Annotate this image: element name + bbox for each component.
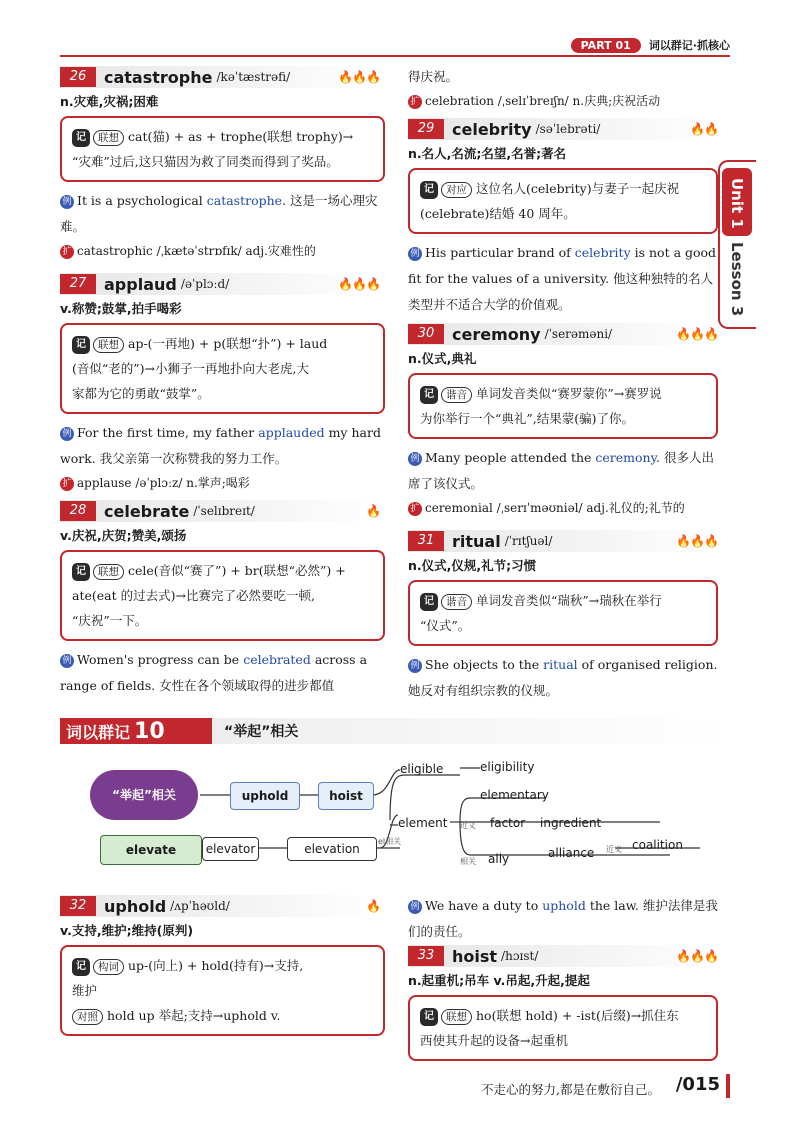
phonetic: /ˈserəməni/ <box>544 327 613 341</box>
mnemonic-tag: 联想 <box>441 1009 472 1025</box>
entry-number: 32 <box>60 896 96 916</box>
example-keyword: celebrity <box>574 245 631 260</box>
example-keyword: applauded <box>258 425 325 440</box>
example-keyword: catastrophe <box>206 193 283 208</box>
mnemonic-text: cele(音似“赛了”) + br(联想“必然”) + <box>128 563 346 578</box>
mnemonic-line <box>72 558 373 583</box>
mnemonic-line <box>420 588 706 613</box>
mindmap-element: element <box>398 816 448 830</box>
page-header <box>571 36 730 54</box>
example-icon: 例 <box>408 900 422 914</box>
entry-hoist <box>408 945 718 1061</box>
mindmap-ingredient: ingredient <box>540 816 602 830</box>
frequency-flame-icon: 🔥 <box>366 504 380 518</box>
derivative <box>408 90 718 112</box>
example-icon: 例 <box>408 247 422 261</box>
derivative-icon: 扩 <box>60 477 74 491</box>
example-sentence <box>60 647 385 699</box>
derivative-icon: 扩 <box>408 502 422 516</box>
mindmap-elevation: elevation <box>287 837 377 861</box>
frequency-flame-icon: 🔥🔥🔥 <box>338 70 380 84</box>
example-text: We have a duty to <box>425 898 543 913</box>
mnemonic-box <box>408 168 718 234</box>
mnemonic-tag: 联想 <box>93 130 124 146</box>
example-keyword: ceremony <box>595 450 657 465</box>
mnemonic-text: hold up 举起;支持→uphold v. <box>107 1008 281 1023</box>
mindmap-close-label: el相关 <box>378 837 402 846</box>
frequency-flame-icon: 🔥🔥🔥 <box>676 949 718 963</box>
word-heading <box>408 530 718 552</box>
entry-catastrophe <box>60 66 385 262</box>
mnemonic-line: 维护 <box>72 983 98 998</box>
example-translation: of organised religion. 她反对有组织宗教的仪规。 <box>408 657 718 698</box>
example-sentence <box>408 445 718 497</box>
mindmap-elevator: elevator <box>202 837 259 861</box>
example-text: Women's progress can be <box>77 652 244 667</box>
headword: celebrity <box>452 119 532 139</box>
entry-number: 27 <box>60 274 96 294</box>
memory-icon: 记 <box>420 593 438 611</box>
mnemonic-line: (celebrate)结婚 40 周年。 <box>420 206 576 221</box>
mnemonic-tag: 谐音 <box>441 387 472 403</box>
unit-tab <box>718 160 756 329</box>
mindmap-elevate: elevate <box>100 835 202 865</box>
frequency-flame-icon: 🔥🔥🔥 <box>676 534 718 548</box>
example-translation: my hard work. 我父亲第一次称赞我的努力工作。 <box>60 425 381 466</box>
example-sentence <box>60 420 385 472</box>
memory-icon: 记 <box>72 336 90 354</box>
mnemonic-text: ho(联想 hold) + -ist(后缀)→抓住东 <box>476 1008 679 1023</box>
mnemonic-text: 单词发音类似“赛罗蒙你”→赛罗说 <box>476 386 662 401</box>
example-translation: . 这是一场心理灾难。 <box>60 193 378 234</box>
mnemonic-text: cat(猫) + as + trophe(联想 trophy)→ <box>128 129 354 144</box>
entry-ritual <box>408 530 718 704</box>
word-mindmap <box>60 750 720 880</box>
entry-number: 29 <box>408 119 444 139</box>
phonetic: /ʌpˈhəʊld/ <box>170 899 230 913</box>
entry-number: 33 <box>408 946 444 966</box>
headword: catastrophe <box>104 67 213 87</box>
mnemonic-line <box>72 331 373 356</box>
example-continuation: 得庆祝。 <box>408 69 459 84</box>
mnemonic-text: up-(向上) + hold(持有)→支持, <box>128 958 304 973</box>
unit-label: Unit 1 <box>728 178 746 229</box>
derivative <box>60 472 385 494</box>
entry-number: 26 <box>60 67 96 87</box>
part-of-speech: n.仪式,典礼 <box>408 351 477 366</box>
mnemonic-box <box>60 116 385 182</box>
unit-badge <box>722 168 752 236</box>
phonetic: /səˈlebrəti/ <box>535 122 601 136</box>
lesson-label: Lesson 3 <box>728 242 746 317</box>
part-of-speech: n.灾难,灾祸;困难 <box>60 94 159 109</box>
section-number: 10 <box>134 718 165 744</box>
entry-number: 30 <box>408 324 444 344</box>
example-translation: across a range of fields. 女性在各个领域取得的进步都值 <box>60 652 368 693</box>
mnemonic-line: ate(eat 的过去式)→比赛完了必然要吃一顿, <box>72 588 315 603</box>
mindmap-hoist: hoist <box>318 782 374 810</box>
entry-number: 28 <box>60 501 96 521</box>
section-banner <box>60 718 216 744</box>
mnemonic-box <box>408 580 718 646</box>
derivative-icon: 扩 <box>408 95 422 109</box>
frequency-flame-icon: 🔥🔥 <box>690 122 718 136</box>
example-text: It is a psychological <box>77 193 207 208</box>
example-sentence <box>408 652 718 704</box>
headword: applaud <box>104 274 177 294</box>
header-title: 词以群记·抓核心 <box>648 39 730 52</box>
part-of-speech: v.支持,维护;维持(原判) <box>60 923 194 938</box>
example-sentence <box>408 240 718 318</box>
mnemonic-line <box>420 381 706 406</box>
section-label: 词以群记 <box>66 722 131 742</box>
frequency-flame-icon: 🔥 <box>366 899 380 913</box>
mindmap-elementary: elementary <box>480 788 549 802</box>
mindmap-syn-label-2: 近义 <box>606 845 622 854</box>
derivative-text: catastrophic /ˌkætəˈstrɒfɪk/ adj.灾难性的 <box>77 244 316 258</box>
mindmap-alliance: alliance <box>548 846 595 860</box>
word-heading <box>408 323 718 345</box>
example-keyword: ritual <box>543 657 578 672</box>
mnemonic-box <box>60 323 385 414</box>
mnemonic-tag: 谐音 <box>441 594 472 610</box>
part-of-speech: n.起重机;吊车 v.吊起,升起,提起 <box>408 973 590 988</box>
mnemonic-text: 单词发音类似“瑞秋”→瑞秋在举行 <box>476 593 662 608</box>
mindmap-center: “举起”相关 <box>90 770 198 820</box>
page-number-bar <box>726 1074 730 1098</box>
entry-celebrate <box>60 500 385 699</box>
section-title: “举起”相关 <box>212 718 729 744</box>
derivative-text: celebration /ˌselɪˈbreɪʃn/ n.庆典;庆祝活动 <box>425 94 661 108</box>
entry-celebrity <box>408 118 718 318</box>
example-sentence <box>408 893 718 945</box>
derivative <box>408 497 718 519</box>
example-text: For the first time, my father <box>77 425 259 440</box>
part-of-speech: n.名人,名流;名望,名誉;著名 <box>408 146 567 161</box>
phonetic: /ˈrɪtʃuəl/ <box>504 534 553 548</box>
headword: ceremony <box>452 324 541 344</box>
memory-icon: 记 <box>72 958 90 976</box>
mnemonic-tag: 联想 <box>93 564 124 580</box>
mnemonic-line: (音似“老的”)→小狮子一再地扑向大老虎,大 <box>72 361 309 376</box>
example-icon: 例 <box>60 195 74 209</box>
entry-ceremony <box>408 323 718 519</box>
entry-uphold <box>60 895 385 1036</box>
mnemonic-line: 西使其升起的设备→起重机 <box>420 1033 568 1048</box>
mindmap-coalition: coalition <box>632 838 683 852</box>
word-heading <box>60 273 380 295</box>
phonetic: /ˈselɪbreɪt/ <box>193 504 255 518</box>
entry-celebrate-continued <box>408 64 718 112</box>
example-text: His particular brand of <box>425 245 575 260</box>
memory-icon: 记 <box>420 386 438 404</box>
phonetic: /əˈplɔːd/ <box>180 277 230 291</box>
page-number: /015 <box>675 1074 720 1095</box>
example-icon: 例 <box>60 654 74 668</box>
mindmap-eligible: eligible <box>400 762 444 776</box>
headword: hoist <box>452 946 498 966</box>
memory-icon: 记 <box>420 1008 438 1026</box>
headword: celebrate <box>104 501 190 521</box>
derivative-text: ceremonial /ˌserɪˈməʊniəl/ adj.礼仪的;礼节的 <box>425 501 685 515</box>
headword: uphold <box>104 896 167 916</box>
mnemonic-line: 家都为它的勇敢“鼓掌”。 <box>72 386 210 401</box>
example-sentence <box>60 188 385 240</box>
phonetic: /kəˈtæstrəfi/ <box>216 70 291 84</box>
example-keyword: uphold <box>542 898 586 913</box>
frequency-flame-icon: 🔥🔥🔥 <box>676 327 718 341</box>
mindmap-ally: ally <box>488 852 510 866</box>
example-icon: 例 <box>408 659 422 673</box>
mnemonic-line: 为你举行一个“典礼”,结果蒙(骗)了你。 <box>420 411 635 426</box>
word-heading <box>408 945 718 967</box>
mindmap-syn-label: 近义 <box>460 821 476 830</box>
part-of-speech: v.称赞;鼓掌,拍手喝彩 <box>60 301 182 316</box>
part-of-speech: n.仪式,仪规,礼节;习惯 <box>408 558 537 573</box>
mnemonic-line <box>420 1003 706 1028</box>
example-translation: . 很多人出席了该仪式。 <box>408 450 714 491</box>
frequency-flame-icon: 🔥🔥🔥 <box>338 277 380 291</box>
part-of-speech: v.庆祝,庆贺;赞美,颂扬 <box>60 528 187 543</box>
example-text: She objects to the <box>425 657 544 672</box>
entry-number: 31 <box>408 531 444 551</box>
mnemonic-line: “庆祝”一下。 <box>72 613 148 628</box>
memory-icon: 记 <box>72 129 90 147</box>
mindmap-factor: factor <box>490 816 526 830</box>
mnemonic-line: “仪式”。 <box>420 618 471 633</box>
word-heading <box>408 118 718 140</box>
headword: ritual <box>452 531 501 551</box>
mnemonic-box <box>408 373 718 439</box>
example-icon: 例 <box>60 427 74 441</box>
mnemonic-tag: 联想 <box>93 337 124 353</box>
memory-icon: 记 <box>72 563 90 581</box>
mnemonic-line <box>420 176 706 201</box>
word-heading <box>60 66 380 88</box>
example-text: Many people attended the <box>425 450 596 465</box>
mindmap-rel-label: 相关 <box>460 857 476 866</box>
word-heading <box>60 895 380 917</box>
part-badge: PART 01 <box>571 38 641 53</box>
mindmap-eligibility: eligibility <box>480 760 535 774</box>
mnemonic-text: ap-(一再地) + p(联想“扑”) + laud <box>128 336 328 351</box>
example-translation: is not a good fit for the values of a university. 他这种独特的名人类型并不适合大学的价值观。 <box>408 245 717 312</box>
mnemonic-tag: 构词 <box>93 959 124 975</box>
mnemonic-box <box>60 550 385 641</box>
mnemonic-line <box>72 1003 373 1028</box>
derivative <box>60 240 385 262</box>
mnemonic-tag: 对照 <box>72 1009 103 1025</box>
example-keyword: celebrated <box>243 652 311 667</box>
phonetic: /hɔɪst/ <box>501 949 539 963</box>
memory-icon: 记 <box>420 181 438 199</box>
mnemonic-box <box>408 995 718 1061</box>
footer-quote: 不走心的努力,都是在敷衍自己。 <box>481 1082 660 1097</box>
mnemonic-line: “灾难”过后,这只猫因为救了同类而得到了奖品。 <box>72 154 339 169</box>
example-translation: the law. 维护法律是我们的责任。 <box>408 898 718 939</box>
mindmap-uphold: uphold <box>230 782 300 810</box>
mnemonic-tag: 对应 <box>441 182 472 198</box>
word-heading <box>60 500 380 522</box>
mnemonic-line <box>72 124 373 149</box>
derivative-text: applause /əˈplɔːz/ n.掌声;喝彩 <box>77 476 250 490</box>
header-divider <box>60 55 730 57</box>
example-icon: 例 <box>408 452 422 466</box>
mnemonic-line <box>72 953 373 978</box>
entry-uphold-example <box>408 893 718 945</box>
entry-applaud <box>60 273 385 494</box>
mnemonic-text: 这位名人(celebrity)与妻子一起庆祝 <box>476 181 680 196</box>
mnemonic-box <box>60 945 385 1036</box>
derivative-icon: 扩 <box>60 245 74 259</box>
